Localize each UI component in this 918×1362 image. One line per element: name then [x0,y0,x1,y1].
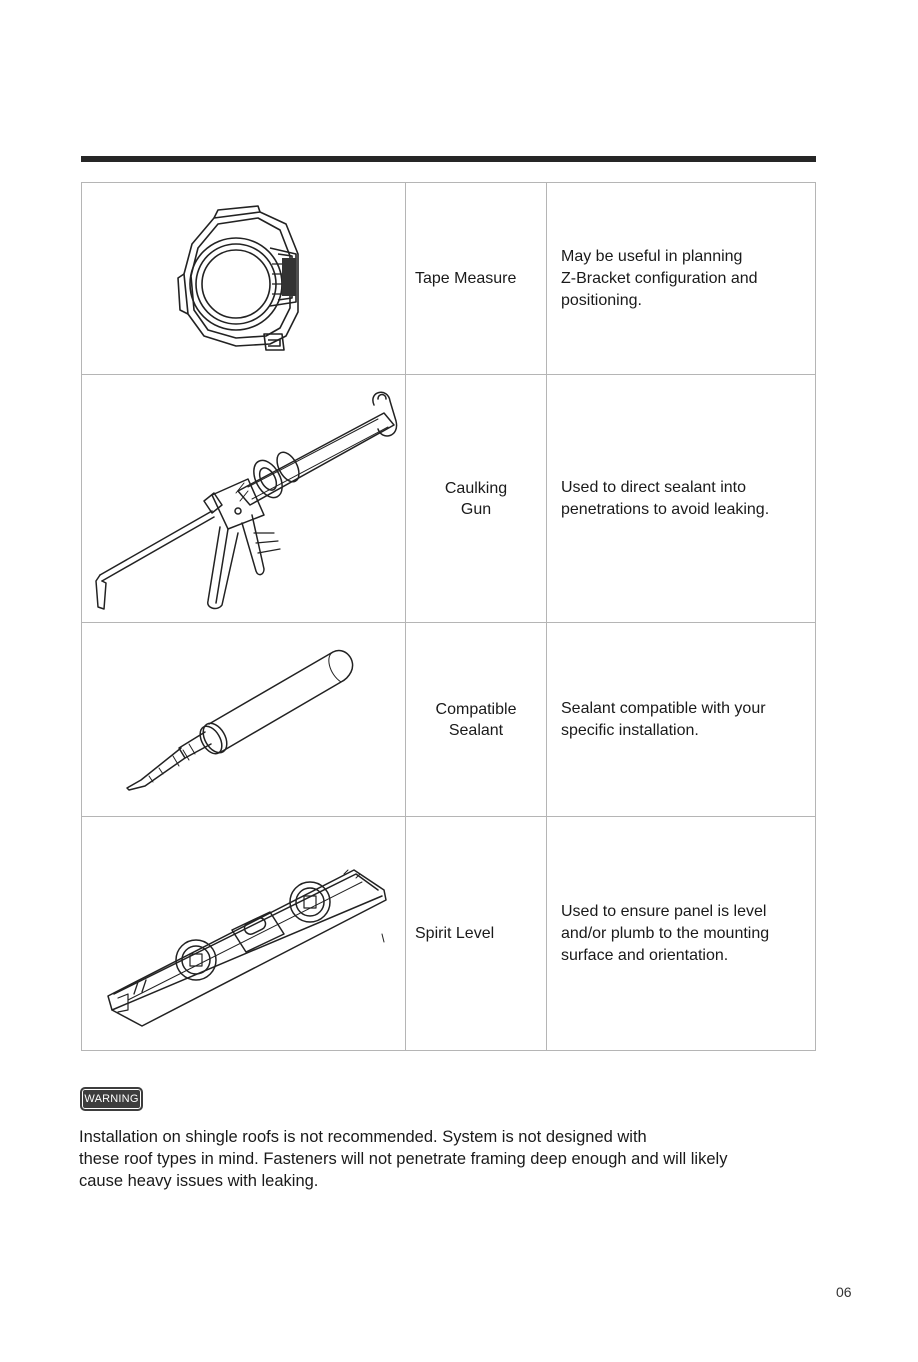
page-number: 06 [836,1284,852,1300]
description-line: Sealant compatible with your [561,699,766,717]
tool-name-line: Caulking [444,479,508,497]
tool-name [406,375,547,623]
tool-image-cell [82,375,406,623]
spirit-level-icon [94,834,394,1034]
tool-description [547,183,816,375]
tool-name-line: Gun [460,500,492,518]
description-line: Used to ensure panel is level [561,902,767,920]
description-line: surface and orientation. [561,946,729,964]
sealant-tube-icon [119,640,369,800]
tool-description [547,623,816,817]
description-line: penetrations to avoid leaking. [561,500,770,518]
tool-name [406,817,547,1051]
description-line: Used to direct sealant into [561,478,746,496]
tool-name [406,623,547,817]
warning-line: Installation on shingle roofs is not recommended. System is not designed with [79,1128,647,1146]
tool-image-cell [82,817,406,1051]
tape-measure-icon [174,204,314,354]
tool-image-cell [82,623,406,817]
tool-description [547,375,816,623]
description-line: and/or plumb to the mounting [561,924,770,942]
warning-line: cause heavy issues with leaking. [79,1172,319,1190]
description-line: specific installation. [561,721,699,739]
tool-name-line: Tape Measure [415,270,517,287]
description-line: positioning. [561,291,642,309]
table-row [82,183,816,375]
warning-text [79,1126,819,1192]
tool-name [406,183,547,375]
tool-name-line: Sealant [448,721,504,739]
table-row [82,375,816,623]
warning-line: these roof types in mind. Fasteners will not penetrate framing deep enough and will likely [79,1150,728,1168]
table-row [82,623,816,817]
tool-description [547,817,816,1051]
tool-image-cell [82,183,406,375]
caulking-gun-icon [88,383,400,615]
tool-name-line: Spirit Level [415,925,495,942]
description-line: Z-Bracket configuration and [561,269,758,287]
section-divider [81,156,816,162]
tools-table [81,182,816,1051]
tool-name-line: Compatible [435,700,517,718]
description-line: May be useful in planning [561,247,743,265]
warning-badge: WARNING [80,1087,143,1111]
table-row [82,817,816,1051]
